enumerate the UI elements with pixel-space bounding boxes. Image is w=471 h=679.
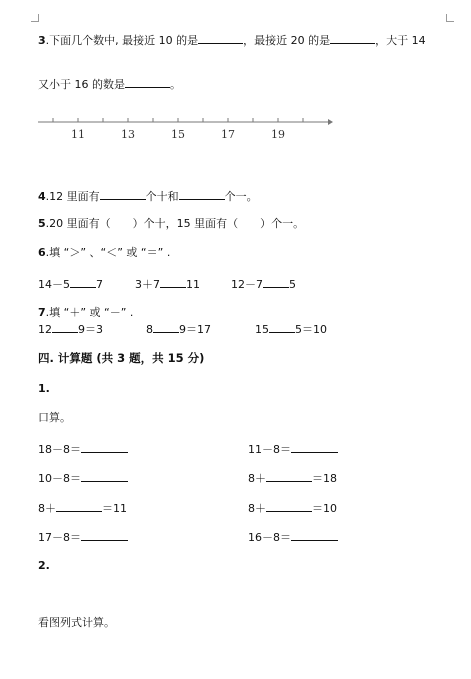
calc-1-row-3-b-blank[interactable] bbox=[266, 500, 312, 512]
number-line-label-17: 17 bbox=[221, 128, 235, 141]
calc-1-number bbox=[38, 382, 50, 396]
calc-2-num: 2 bbox=[38, 559, 46, 572]
calc-2-num-suffix: . bbox=[45, 559, 50, 572]
calc-2-label: 看图列式计算。 bbox=[38, 616, 115, 629]
question-4 bbox=[38, 188, 258, 204]
calc-1-row-4-a-blank[interactable] bbox=[81, 529, 128, 541]
question-7-item-3-blank[interactable] bbox=[269, 321, 295, 333]
question-7-item-2 bbox=[146, 321, 211, 337]
calc-1-label: 口算。 bbox=[38, 411, 71, 424]
calc-2-number bbox=[38, 559, 50, 573]
question-6-item-3 bbox=[231, 276, 296, 292]
calc-1-row-4-a bbox=[38, 529, 128, 545]
question-5 bbox=[38, 217, 304, 231]
question-6-title-line bbox=[38, 246, 170, 260]
number-line-label-11: 11 bbox=[71, 128, 85, 141]
calc-1-row-1-b-text: 11－8＝ bbox=[248, 443, 291, 456]
question-5-number: 5 bbox=[38, 217, 46, 230]
question-6-item-2-blank[interactable] bbox=[160, 276, 186, 288]
number-line-label-19: 19 bbox=[271, 128, 285, 141]
number-line bbox=[36, 113, 336, 143]
question-3-blank-1[interactable] bbox=[198, 32, 243, 44]
question-3-end: 。 bbox=[170, 78, 181, 91]
question-7-item-3-left: 15 bbox=[255, 323, 269, 336]
question-6-item-1-left: 14－5 bbox=[38, 278, 70, 291]
question-7-item-3 bbox=[255, 321, 327, 337]
question-5-text: .20 里面有（ ）个十，15 里面有（ ）个一。 bbox=[45, 217, 305, 230]
calc-1-row-3-a bbox=[38, 500, 127, 516]
question-6-item-1 bbox=[38, 276, 103, 292]
calc-1-row-3-a-text: 8＋ bbox=[38, 502, 56, 515]
question-7-item-2-left: 8 bbox=[146, 323, 153, 336]
calc-1-row-3-b bbox=[248, 500, 337, 516]
question-6-item-1-right: 7 bbox=[96, 278, 103, 291]
calc-1-row-3-b-suffix: ＝10 bbox=[312, 502, 337, 515]
calc-1-row-2-a-blank[interactable] bbox=[81, 470, 128, 482]
question-6-item-3-right: 5 bbox=[289, 278, 296, 291]
calc-1-row-2-b-text: 8＋ bbox=[248, 472, 266, 485]
question-3-text-3: ，大于 14 bbox=[375, 34, 426, 47]
question-7-item-3-right: 5＝10 bbox=[295, 323, 327, 336]
calc-1-row-1-b bbox=[248, 441, 338, 457]
question-4-blank-2[interactable] bbox=[179, 188, 225, 200]
calc-1-row-1-b-blank[interactable] bbox=[291, 441, 338, 453]
question-6-item-3-blank[interactable] bbox=[263, 276, 289, 288]
question-4-text-1: .12 里面有 bbox=[45, 190, 100, 203]
question-6-item-1-blank[interactable] bbox=[70, 276, 96, 288]
question-3-line-1 bbox=[38, 32, 426, 48]
question-4-text-2: 个十和 bbox=[145, 190, 179, 203]
number-line-label-15: 15 bbox=[171, 128, 185, 141]
question-3-number: 3 bbox=[38, 34, 46, 47]
calc-1-row-2-a-text: 10－8＝ bbox=[38, 472, 81, 485]
calc-1-row-4-a-text: 17－8＝ bbox=[38, 531, 81, 544]
question-3-text-4: 又小于 16 的数是 bbox=[38, 78, 125, 91]
calc-1-num-suffix: . bbox=[45, 382, 50, 395]
calc-1-row-2-b-blank[interactable] bbox=[266, 470, 312, 482]
question-3-text-2: ，最接近 20 的是 bbox=[243, 34, 331, 47]
calc-1-row-1-a-text: 18－8＝ bbox=[38, 443, 81, 456]
question-6-item-2 bbox=[135, 276, 200, 292]
question-3-line-2 bbox=[38, 76, 181, 92]
calc-1-row-2-b bbox=[248, 470, 337, 486]
number-line-axis bbox=[36, 113, 336, 129]
question-7-title-line bbox=[38, 306, 133, 320]
question-7-item-2-right: 9＝17 bbox=[179, 323, 211, 336]
calc-1-row-3-a-suffix: ＝11 bbox=[102, 502, 127, 515]
question-3-text-1: .下面几个数中, 最接近 10 的是 bbox=[45, 34, 199, 47]
calc-1-num: 1 bbox=[38, 382, 46, 395]
question-3-blank-2[interactable] bbox=[330, 32, 375, 44]
question-7-item-1-right: 9＝3 bbox=[78, 323, 103, 336]
calc-1-row-4-b bbox=[248, 529, 338, 545]
calc-1-row-4-b-text: 16－8＝ bbox=[248, 531, 291, 544]
question-7-item-1-left: 12 bbox=[38, 323, 52, 336]
calc-1-row-2-b-suffix: ＝18 bbox=[312, 472, 337, 485]
question-6-number: 6 bbox=[38, 246, 46, 259]
calc-1-row-1-a-blank[interactable] bbox=[81, 441, 128, 453]
calc-1-row-3-b-text: 8＋ bbox=[248, 502, 266, 515]
page-corner-mark-right bbox=[446, 14, 454, 22]
question-7-title: .填 “＋” 或 “－” . bbox=[45, 306, 134, 319]
question-6-item-2-left: 3＋7 bbox=[135, 278, 160, 291]
calc-1-row-1-a bbox=[38, 441, 128, 457]
question-3-blank-3[interactable] bbox=[125, 76, 170, 88]
question-7-number: 7 bbox=[38, 306, 46, 319]
calc-1-row-2-a bbox=[38, 470, 128, 486]
question-4-blank-1[interactable] bbox=[100, 188, 146, 200]
page-corner-mark-left bbox=[31, 14, 39, 22]
section-4-title: 四. 计算题 (共 3 题，共 15 分) bbox=[38, 351, 205, 365]
question-7-item-1 bbox=[38, 321, 103, 337]
question-7-item-2-blank[interactable] bbox=[153, 321, 179, 333]
question-6-title: .填 “＞” 、“＜” 或 “＝” . bbox=[45, 246, 171, 259]
question-6-item-2-right: 11 bbox=[186, 278, 200, 291]
calc-1-row-3-a-blank[interactable] bbox=[56, 500, 102, 512]
question-7-item-1-blank[interactable] bbox=[52, 321, 78, 333]
calc-1-row-4-b-blank[interactable] bbox=[291, 529, 338, 541]
question-6-item-3-left: 12－7 bbox=[231, 278, 263, 291]
question-4-text-3: 个一。 bbox=[224, 190, 258, 203]
number-line-label-13: 13 bbox=[121, 128, 135, 141]
question-4-number: 4 bbox=[38, 190, 46, 203]
